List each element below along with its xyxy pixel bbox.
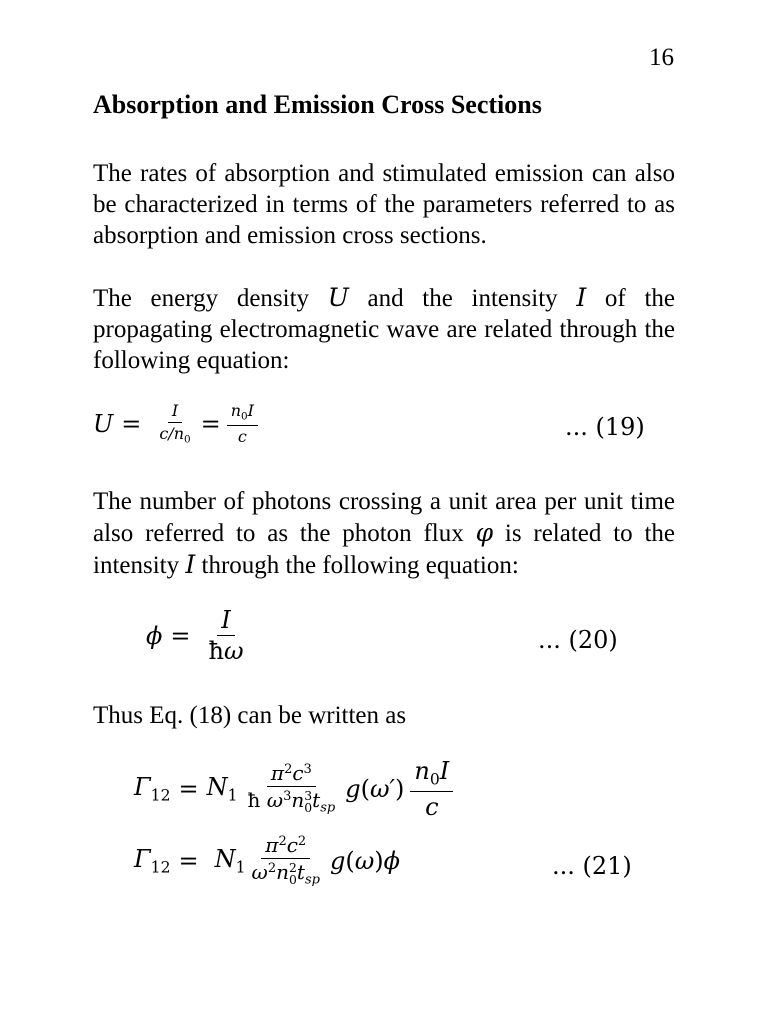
equation-21-line-1: $\Gamma_{12}$ = $N_1$ $\pi^2c^3$ ħ $\omega^3n$ 3 0 $t_{sp}$ g ( ω′ ) $\frac{n_0I}{c}$ [134, 758, 459, 820]
equation-19: U = $\frac{I}{c/n_0}$ = $\frac{n_0I}{c}$ [93, 402, 264, 446]
paragraph-photon-flux: The number of photons crossing a unit area per unit time also referred to as the photon flux φ is related to the intensity I through the following equation: [93, 488, 676, 579]
equation-20-number: ... (20) [538, 626, 618, 654]
equation-20: ϕ = $\frac{I}{ħ\omega}$ [146, 606, 244, 666]
paragraph-cross-sections: The rates of absorption and stimulated emission can also be characterized in terms of the parameters referred to as absorption and emission cross sections. [93, 160, 675, 249]
page-number: 16 [649, 44, 674, 71]
paragraph-energy-density: The energy density U and the intensity I of the propagating electromagnetic wave are related through the following equation: [93, 283, 675, 374]
paragraph-eq18: Thus Eq. (18) can be written as [93, 702, 407, 729]
equation-21-line-2: $\Gamma_{12}$ = $N_1$ $\pi^2c^2$ $\omega^2n$ 2 0 $t_{sp}$ g ( ω ) ϕ [134, 833, 401, 888]
equation-21-number: ... (21) [552, 852, 632, 880]
section-title: Absorption and Emission Cross Sections [93, 90, 542, 119]
equation-19-number: ... (19) [565, 413, 645, 441]
